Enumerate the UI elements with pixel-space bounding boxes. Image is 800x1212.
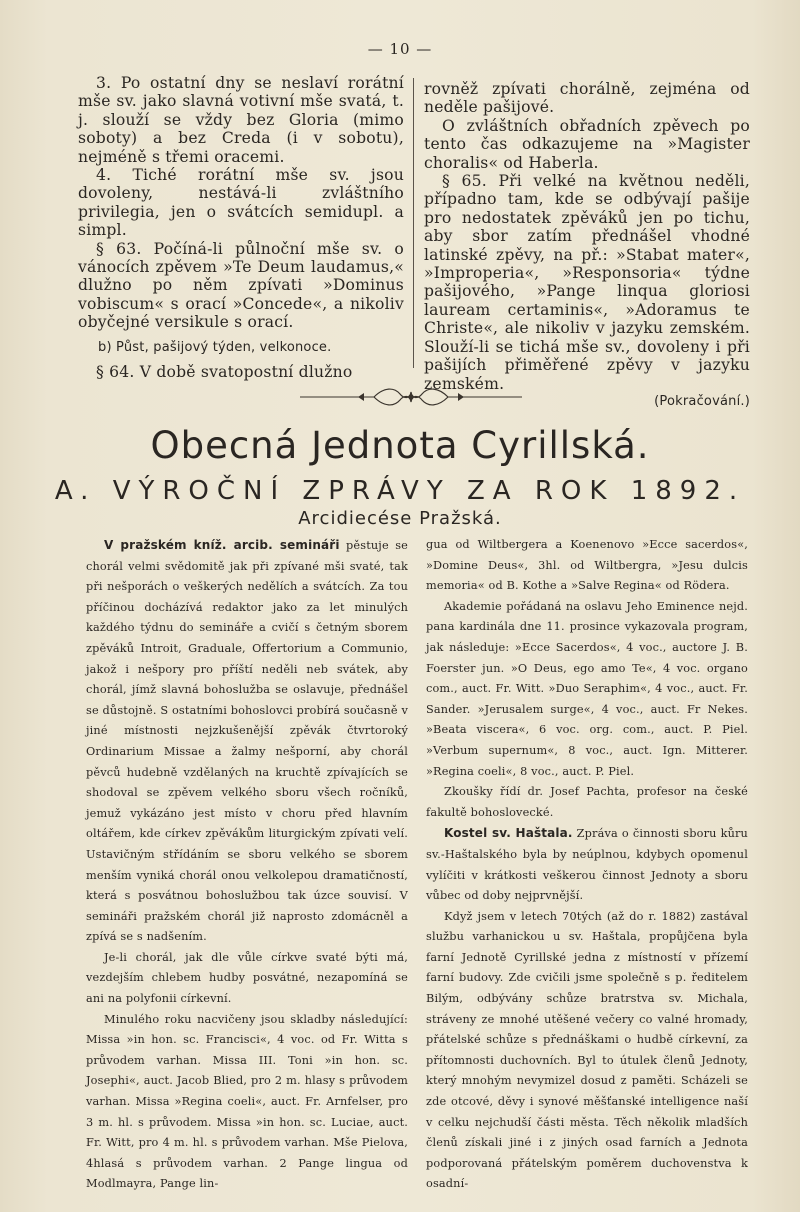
paragraph: 4. Tiché rorátní mše sv. jsou dovoleny, nestává-li zvláštního privilegia, jen o svátcích semidupl. a simpl. [78,166,404,240]
lead-in: V pražském kníž. arcib. semináři [104,538,340,552]
paragraph [426,823,748,906]
lead-in: Kostel sv. Haštala. [444,826,573,841]
article-subtitle: A. VÝROČNÍ ZPRÁVY ZA ROK 1892. [54,476,746,506]
paragraph: 3. Po ostatní dny se neslaví rorátní mše sv. jako slavná votivní mše svatá, t. j. slouží se vždy bez Gloria (mimo soboty) a bez Creda (i v sobotu), nejméně s třemi oracemi. [78,74,404,166]
paragraph: § 64. V době svatopostní dlužno [96,363,353,382]
continuation-note: (Pokračování.) [654,393,750,409]
article-title: Obecná Jednota Cyrillská. [150,424,650,467]
section-heading: Arcidiecése Pražská. [298,508,502,529]
paragraph: Je-li chorál, jak dle vůle církve svaté býti má, vezdejším chlebem hudby posvátné, nezapomíná se ani na polyfonii církevní. [86,950,408,1006]
paragraph: § 63. Počíná-li půlnoční mše sv. o vánocích zpěvem »Te Deum laudamus,« dlužno po něm zpívati »Dominus vobiscum« s orací »Concede«, a nikoliv obyčejné versikule s orací. [78,239,404,332]
paragraph-text: Zpráva o činnosti sboru kůru sv.-Haštalského byla by neúplnou, kdybych opomenul vylíčiti v krátkosti veškerou činnost Jednoty a sboru vůbec od doby nejprvnější. [426,827,748,903]
paragraph: § 65. Při velké na květnou neděli, případno tam, kde se odbývají pašije pro nedostatek zpěváků jen po tichu, aby sbor zatím přednášel vhodné latinské zpěvy, na př.: »Stabat mater«, »Improperia«, »Responsoria« týdne pašijového, »Pange linqua gloriosi lauream certaminis«, »Adoramus te Christe«, ale nikoliv v jazyku zemském. Slouží-li se tichá mše sv., dovoleny i při pašijích přiměřené zpěvy v jazyku zemském. [424,172,750,393]
paragraph: Minulého roku nacvičeny jsou skladby následující: Missa »in hon. sc. Francisci«, 4 voc. od Fr. Witta s průvodem varhan. Missa III. Toni »in hon. sc. Josephi«, auct. Jacob Blied, pro 2 m. hlasy s průvodem varhan. Missa »Regina coeli«, auct. Fr. Arnfelser, pro 3 m. hl. s průvodem. Missa »in hon. sc. Luciae, auct. Fr. Witt, pro 4 m. hl. s průvodem varhan. Mše Pielova, 4hlasá s průvodem varhan. 2 Pange lingua od Modlmayra, Pange lin- [86,1012,408,1191]
top-left-column [78,74,404,382]
paragraph: Akademie pořádaná na oslavu Jeho Eminence nejd. pana kardinála dne 11. prosince vykazovala program, jak následuje: »Ecce Sacerdos«, 4 voc., auctore J. B. Foerster jun. »O Deus, ego amo Te«, 4 voc. organo com., auct. Fr. Witt. »Duo Seraphim«, 4 voc., auct. Fr. Sander. »Jerusalem surge«, 4 voc., auct. Fr Nekes. »Beata viscera«, 6 voc. org. com., auct. P. Piel. »Verbum supernum«, 8 voc., auct. Ign. Mitterer. »Regina coeli«, 8 voc., auct. P. Piel. [426,599,748,778]
paragraph: rovněž zpívati chorálně, zejména od neděle pašijové. [424,80,750,117]
subheading: b) Půst, pašijový týden, velkonoce. [98,339,332,355]
paragraph: O zvláštních obřadních zpěvech po tento čas odkazujeme na »Magister choralis« od Haberla. [424,116,750,172]
paragraph [86,535,408,948]
bottom-left-column [86,535,408,1195]
column-divider [413,78,414,368]
paragraph: Když jsem v letech 70tých (až do r. 1882) zastával službu varhanickou u sv. Haštala, propůjčena byla farní Jednotě Cyrillské jedna z místností v přízemí farní budovy. Zde cvičili jsme společně s p. ředitelem Bilým, odbývány schůze bratrstva sv. Michala, stráveny ze mnohé utěšené večery co valné hromady, přátelské schůze s přednáškami o hudbě církevní, za přítomnosti duchovních. Byl to útulek členů Jednoty, který mnohým nevymizel dosud z paměti. Scházeli se zde otcové, děvy i synové měšťanské intelligence naší v celku nejchudší části města. Těch několik mladších členů získali jiné i z jiných osad farních a Jednota podporovaná přátelským poměrem duchovenstva k osadní- [426,909,748,1191]
bottom-right-column [426,535,748,1195]
ornament-divider [300,382,522,412]
paragraph-text: pěstuje se chorál velmi svědomitě jak při zpívané mši svaté, tak při nešporách o veškerých nedělích a svátcích. Za tou příčinou docházívá redaktor jako za let minulých každého týdnu do semináře a cvičí s četným sborem zpěváků Introit, Graduale, Offertorium a Communio, jakož i nešpory pro příští neděli neb svátek, aby chorál, jímž slavná bohoslužba se oslavuje, přednášel se důstojně. S ostatními bohoslovci probírá současně v jiné místnosti nejzkušenější zpěvák čtvrtoroký Ordinarium Missae a žalmy nešporní, aby chorál pěvců hudebně vzdělaných na kruchtě zpívajících se shodoval se zpěvem velkého sboru všech ročníků, jemuž vykázáno jest místo v choru před hlavním oltářem, kde církev zpěvákům liturgickým zpívati velí. Ustavičným střídáním se sboru velkého se sborem menším vyniká chorál onou velkolepou dramatičností, která s posvátnou bohoslužbou tak úzce souvisí. V semináři pražském chorál již naprosto zdomácněl a zpívá se s nadšením. [86,539,408,944]
top-right-column [424,80,750,411]
paragraph: gua od Wiltbergera a Koenenovo »Ecce sacerdos«, »Domine Deus«, 3hl. od Wiltbergra, »Jesu dulcis memoria« od B. Kothe a »Salve Regina« od Rödera. [426,538,748,593]
paragraph: Zkoušky řídí dr. Josef Pachta, profesor na české fakultě bohoslovecké. [426,785,748,819]
page-number: — 10 — [367,40,433,58]
